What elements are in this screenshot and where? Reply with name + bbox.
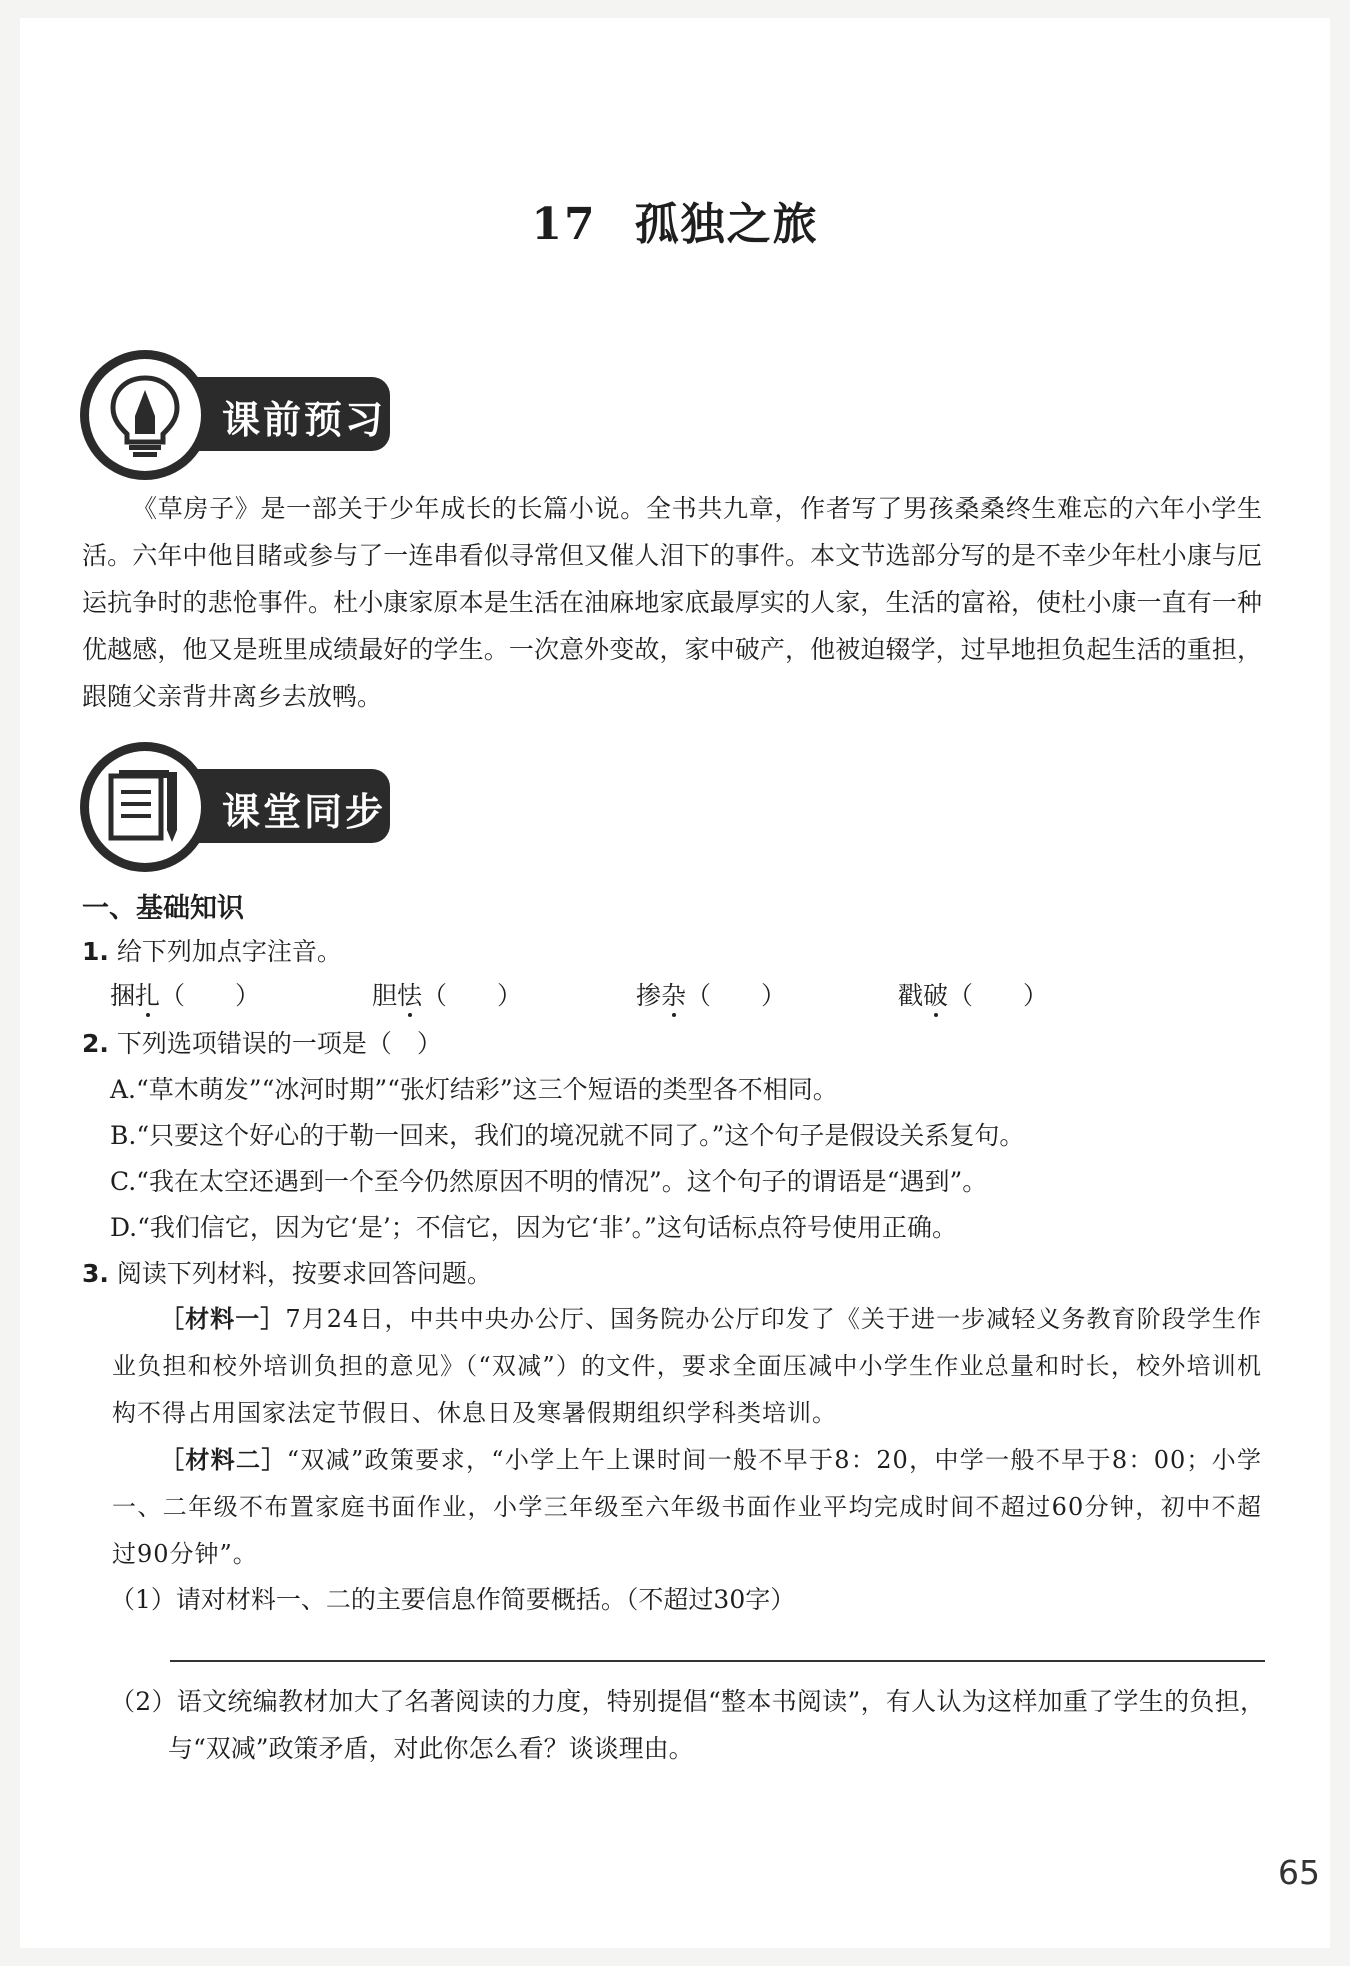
- lesson-number: 17: [531, 199, 597, 250]
- section-banner-classroom: [80, 742, 400, 872]
- intro-paragraph: 《草房子》是一部关于少年成长的长篇小说。全书共九章，作者写了男孩桑桑终生难忘的六年小学生活。六年中他目睹或参与了一连串看似寻常但又催人泪下的事件。本文节选部分写的是不幸少年杜小康与厄运抗争时的悲怆事件。杜小康家原本是生活在油麻地家底最厚实的人家，生活的富裕，使杜小康一直有一种优越感，他又是班里成绩最好的学生。一次意外变故，家中破产，他被迫辍学，过早地担负起生活的重担，跟随父亲背井离乡去放鸭。: [82, 494, 1262, 711]
- material-2: ［材料二］“双减”政策要求，“小学上午上课时间一般不早于8：20，中学一般不早于8：00；小学一、二年级不布置家庭书面作业，小学三年级至六年级书面作业平均完成时间不超过60分钟，初中不超过90分钟”。: [112, 1446, 1262, 1568]
- page-title: [0, 188, 1350, 252]
- pinyin-item: 胆怯（ ）: [372, 981, 523, 1010]
- lesson-title: 孤独之旅: [634, 199, 819, 250]
- sub-question-2: （2）语文统编教材加大了名著阅读的力度，特别提倡“整本书阅读”，有人认为这样加重了学生的负担，与“双减”政策矛盾，对此你怎么看？谈谈理由。: [110, 1687, 1265, 1763]
- section-label-preview: 课前预习: [222, 398, 387, 442]
- question-1: 1. 给下列加点字注音。: [82, 937, 342, 966]
- answer-blank[interactable]: （ ）: [686, 981, 787, 1010]
- option-d[interactable]: D.“我们信它，因为它‘是’；不信它，因为它‘非’。”这句话标点符号使用正确。: [110, 1213, 957, 1242]
- pinyin-item: 捆扎（ ）: [110, 981, 261, 1010]
- option-a[interactable]: A.“草木萌发”“冰河时期”“张灯结彩”这三个短语的类型各不相同。: [110, 1075, 838, 1104]
- part-heading: 一、基础知识: [82, 893, 244, 924]
- answer-blank[interactable]: （ ）: [422, 981, 523, 1010]
- sub-question-1: （1）请对材料一、二的主要信息作简要概括。（不超过30字）: [110, 1585, 796, 1614]
- question-2: 2. 下列选项错误的一项是（ ）: [82, 1029, 442, 1058]
- option-b[interactable]: B.“只要这个好心的于勒一回来，我们的境况就不同了。”这个句子是假设关系复句。: [110, 1121, 1025, 1150]
- question-3: 3. 阅读下列材料，按要求回答问题。: [82, 1259, 492, 1288]
- option-c[interactable]: C.“我在太空还遇到一个至今仍然原因不明的情况”。这个句子的谓语是“遇到”。: [110, 1167, 988, 1196]
- section-label-classroom: 课堂同步: [222, 790, 387, 834]
- lightbulb-icon: [105, 372, 185, 458]
- section-banner-preview: [80, 350, 400, 480]
- page-number: 65: [1278, 1853, 1320, 1892]
- answer-line[interactable]: [170, 1660, 1265, 1662]
- material-1: ［材料一］7月24日，中共中央办公厅、国务院办公厅印发了《关于进一步减轻义务教育阶段学生作业负担和校外培训负担的意见》（“双减”）的文件，要求全面压减中小学生作业总量和时长，校外培训机构不得占用国家法定节假日、休息日及寒暑假期组织学科类培训。: [112, 1305, 1262, 1427]
- pinyin-item: 戳破（ ）: [898, 981, 1049, 1010]
- answer-blank[interactable]: （ ）: [160, 981, 261, 1010]
- notebook-pencil-icon: [105, 764, 185, 850]
- answer-blank[interactable]: （ ）: [948, 981, 1049, 1010]
- pinyin-item: 掺杂（ ）: [636, 981, 787, 1010]
